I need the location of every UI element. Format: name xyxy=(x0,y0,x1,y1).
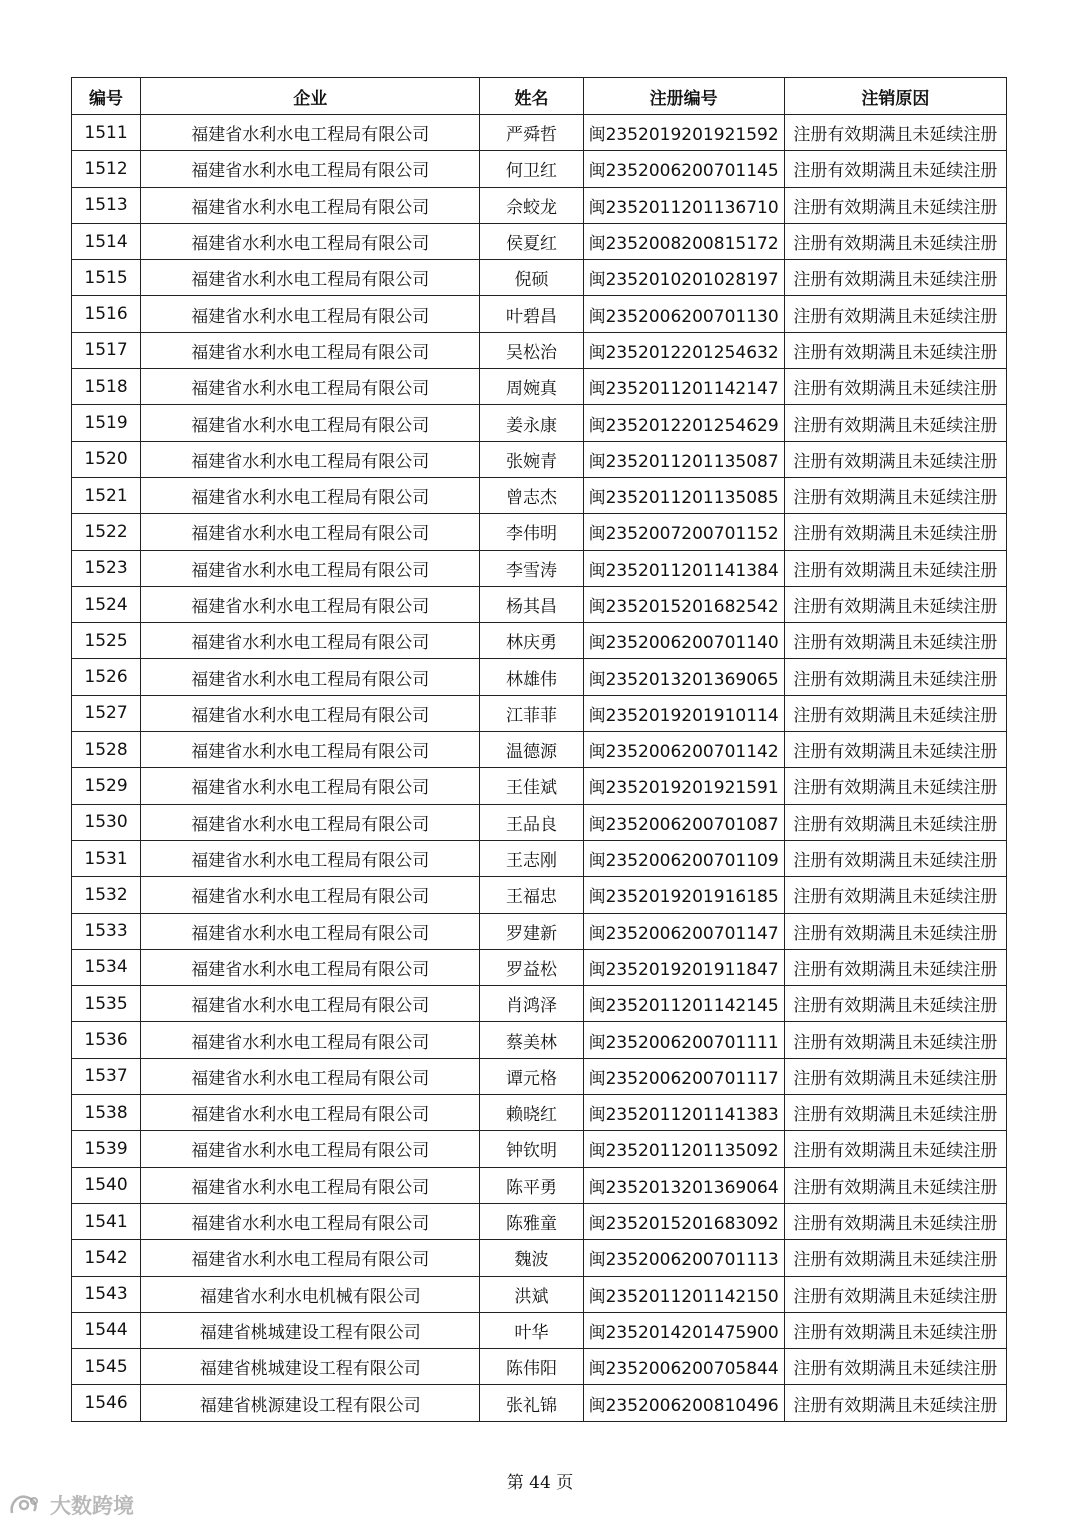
cell-reason: 注册有效期满且未延续注册 xyxy=(784,1385,1006,1421)
cell-number: 1541 xyxy=(72,1203,141,1239)
cell-company: 福建省水利水电工程局有限公司 xyxy=(141,695,480,731)
cell-company: 福建省水利水电工程局有限公司 xyxy=(141,586,480,622)
cell-registration-number: 闽2352011201135087 xyxy=(583,441,784,477)
table-row xyxy=(72,768,1007,804)
cell-name: 佘蛟龙 xyxy=(480,187,583,223)
cell-company: 福建省水利水电工程局有限公司 xyxy=(141,1167,480,1203)
cell-number: 1516 xyxy=(72,296,141,332)
cell-reason: 注册有效期满且未延续注册 xyxy=(784,877,1006,913)
cell-registration-number: 闽2352006200701145 xyxy=(583,151,784,187)
cell-registration-number: 闽2352006200701142 xyxy=(583,732,784,768)
cell-registration-number: 闽2352019201916185 xyxy=(583,877,784,913)
cell-registration-number: 闽2352011201141383 xyxy=(583,1095,784,1131)
cell-company: 福建省水利水电工程局有限公司 xyxy=(141,877,480,913)
cell-name: 李伟明 xyxy=(480,514,583,550)
cell-registration-number: 闽2352014201475900 xyxy=(583,1312,784,1348)
cell-reason: 注册有效期满且未延续注册 xyxy=(784,768,1006,804)
cell-number: 1535 xyxy=(72,986,141,1022)
cell-registration-number: 闽2352006200701130 xyxy=(583,296,784,332)
watermark xyxy=(8,1490,134,1520)
cell-reason: 注册有效期满且未延续注册 xyxy=(784,115,1006,151)
cell-number: 1528 xyxy=(72,732,141,768)
cell-company: 福建省水利水电工程局有限公司 xyxy=(141,949,480,985)
cell-name: 王品良 xyxy=(480,804,583,840)
table-row xyxy=(72,877,1007,913)
cell-company: 福建省水利水电工程局有限公司 xyxy=(141,840,480,876)
table-row xyxy=(72,260,1007,296)
cell-company: 福建省水利水电机械有限公司 xyxy=(141,1276,480,1312)
cell-registration-number: 闽2352011201142145 xyxy=(583,986,784,1022)
cell-number: 1533 xyxy=(72,913,141,949)
cell-name: 洪斌 xyxy=(480,1276,583,1312)
cell-name: 杨其昌 xyxy=(480,586,583,622)
cell-number: 1512 xyxy=(72,151,141,187)
cell-company: 福建省水利水电工程局有限公司 xyxy=(141,441,480,477)
cell-company: 福建省水利水电工程局有限公司 xyxy=(141,223,480,259)
cell-number: 1520 xyxy=(72,441,141,477)
cell-name: 赖晓红 xyxy=(480,1095,583,1131)
cell-company: 福建省水利水电工程局有限公司 xyxy=(141,260,480,296)
cell-number: 1522 xyxy=(72,514,141,550)
table-row xyxy=(72,1131,1007,1167)
cell-company: 福建省水利水电工程局有限公司 xyxy=(141,1022,480,1058)
table-row xyxy=(72,1095,1007,1131)
cell-name: 陈雅童 xyxy=(480,1203,583,1239)
cell-name: 何卫红 xyxy=(480,151,583,187)
cell-reason: 注册有效期满且未延续注册 xyxy=(784,804,1006,840)
cell-company: 福建省水利水电工程局有限公司 xyxy=(141,477,480,513)
cell-registration-number: 闽2352013201369064 xyxy=(583,1167,784,1203)
cell-company: 福建省水利水电工程局有限公司 xyxy=(141,623,480,659)
cell-number: 1531 xyxy=(72,840,141,876)
cell-registration-number: 闽2352019201921591 xyxy=(583,768,784,804)
cell-reason: 注册有效期满且未延续注册 xyxy=(784,514,1006,550)
cell-reason: 注册有效期满且未延续注册 xyxy=(784,986,1006,1022)
cell-registration-number: 闽2352012201254629 xyxy=(583,405,784,441)
cell-number: 1537 xyxy=(72,1058,141,1094)
page-number: 第 44 页 xyxy=(506,1473,574,1493)
table-row xyxy=(72,1385,1007,1421)
cell-reason: 注册有效期满且未延续注册 xyxy=(784,187,1006,223)
table-row xyxy=(72,586,1007,622)
cell-number: 1542 xyxy=(72,1240,141,1276)
cell-company: 福建省水利水电工程局有限公司 xyxy=(141,115,480,151)
cell-name: 肖鸿泽 xyxy=(480,986,583,1022)
cell-reason: 注册有效期满且未延续注册 xyxy=(784,1167,1006,1203)
cell-number: 1534 xyxy=(72,949,141,985)
cell-number: 1511 xyxy=(72,115,141,151)
cell-number: 1524 xyxy=(72,586,141,622)
cell-registration-number: 闽2352008200815172 xyxy=(583,223,784,259)
cell-name: 姜永康 xyxy=(480,405,583,441)
cell-registration-number: 闽2352011201135092 xyxy=(583,1131,784,1167)
header-reason: 注销原因 xyxy=(784,78,1006,115)
cell-reason: 注册有效期满且未延续注册 xyxy=(784,695,1006,731)
cell-name: 温德源 xyxy=(480,732,583,768)
cell-number: 1539 xyxy=(72,1131,141,1167)
cell-name: 李雪涛 xyxy=(480,550,583,586)
cell-name: 吴松治 xyxy=(480,332,583,368)
table-row xyxy=(72,332,1007,368)
table-row xyxy=(72,296,1007,332)
cell-company: 福建省水利水电工程局有限公司 xyxy=(141,1240,480,1276)
cell-name: 钟钦明 xyxy=(480,1131,583,1167)
table-row xyxy=(72,732,1007,768)
cell-company: 福建省水利水电工程局有限公司 xyxy=(141,1058,480,1094)
cell-reason: 注册有效期满且未延续注册 xyxy=(784,586,1006,622)
cell-reason: 注册有效期满且未延续注册 xyxy=(784,405,1006,441)
cell-registration-number: 闽2352006200810496 xyxy=(583,1385,784,1421)
cell-registration-number: 闽2352006200705844 xyxy=(583,1349,784,1385)
cell-registration-number: 闽2352006200701147 xyxy=(583,913,784,949)
cell-number: 1538 xyxy=(72,1095,141,1131)
deregistration-table xyxy=(71,77,1007,1422)
table-row xyxy=(72,804,1007,840)
cell-number: 1543 xyxy=(72,1276,141,1312)
cell-number: 1527 xyxy=(72,695,141,731)
cell-reason: 注册有效期满且未延续注册 xyxy=(784,913,1006,949)
table-row xyxy=(72,1167,1007,1203)
table-body xyxy=(72,115,1007,1422)
header-company: 企业 xyxy=(141,78,480,115)
logo-icon xyxy=(8,1491,44,1519)
cell-registration-number: 闽2352006200701113 xyxy=(583,1240,784,1276)
cell-company: 福建省水利水电工程局有限公司 xyxy=(141,151,480,187)
header-number: 编号 xyxy=(72,78,141,115)
cell-company: 福建省水利水电工程局有限公司 xyxy=(141,296,480,332)
cell-name: 周婉真 xyxy=(480,369,583,405)
cell-company: 福建省水利水电工程局有限公司 xyxy=(141,804,480,840)
header-name: 姓名 xyxy=(480,78,583,115)
table-row xyxy=(72,1349,1007,1385)
table-row xyxy=(72,1312,1007,1348)
cell-name: 叶华 xyxy=(480,1312,583,1348)
cell-name: 王志刚 xyxy=(480,840,583,876)
cell-name: 王福忠 xyxy=(480,877,583,913)
cell-registration-number: 闽2352007200701152 xyxy=(583,514,784,550)
header-registration-number: 注册编号 xyxy=(583,78,784,115)
cell-reason: 注册有效期满且未延续注册 xyxy=(784,441,1006,477)
cell-registration-number: 闽2352019201910114 xyxy=(583,695,784,731)
cell-name: 侯夏红 xyxy=(480,223,583,259)
table-row xyxy=(72,115,1007,151)
table-row xyxy=(72,441,1007,477)
table-row xyxy=(72,1240,1007,1276)
cell-company: 福建省水利水电工程局有限公司 xyxy=(141,913,480,949)
table-row xyxy=(72,369,1007,405)
table-row xyxy=(72,1276,1007,1312)
cell-number: 1529 xyxy=(72,768,141,804)
cell-registration-number: 闽2352006200701111 xyxy=(583,1022,784,1058)
cell-name: 魏波 xyxy=(480,1240,583,1276)
cell-number: 1525 xyxy=(72,623,141,659)
cell-registration-number: 闽2352013201369065 xyxy=(583,659,784,695)
cell-name: 张礼锦 xyxy=(480,1385,583,1421)
cell-registration-number: 闽2352011201141384 xyxy=(583,550,784,586)
cell-company: 福建省水利水电工程局有限公司 xyxy=(141,1131,480,1167)
cell-company: 福建省水利水电工程局有限公司 xyxy=(141,550,480,586)
cell-reason: 注册有效期满且未延续注册 xyxy=(784,477,1006,513)
cell-reason: 注册有效期满且未延续注册 xyxy=(784,151,1006,187)
cell-reason: 注册有效期满且未延续注册 xyxy=(784,732,1006,768)
cell-reason: 注册有效期满且未延续注册 xyxy=(784,1058,1006,1094)
table-row xyxy=(72,913,1007,949)
cell-company: 福建省水利水电工程局有限公司 xyxy=(141,732,480,768)
table-row xyxy=(72,405,1007,441)
cell-number: 1526 xyxy=(72,659,141,695)
table-row xyxy=(72,477,1007,513)
cell-reason: 注册有效期满且未延续注册 xyxy=(784,1203,1006,1239)
cell-reason: 注册有效期满且未延续注册 xyxy=(784,840,1006,876)
cell-company: 福建省水利水电工程局有限公司 xyxy=(141,1095,480,1131)
cell-company: 福建省水利水电工程局有限公司 xyxy=(141,332,480,368)
cell-name: 林雄伟 xyxy=(480,659,583,695)
table-row xyxy=(72,1203,1007,1239)
cell-name: 严舜哲 xyxy=(480,115,583,151)
table-row xyxy=(72,623,1007,659)
table-row xyxy=(72,1058,1007,1094)
cell-number: 1513 xyxy=(72,187,141,223)
cell-registration-number: 闽2352015201683092 xyxy=(583,1203,784,1239)
cell-number: 1536 xyxy=(72,1022,141,1058)
cell-reason: 注册有效期满且未延续注册 xyxy=(784,1095,1006,1131)
cell-company: 福建省水利水电工程局有限公司 xyxy=(141,405,480,441)
table-row xyxy=(72,151,1007,187)
cell-number: 1514 xyxy=(72,223,141,259)
cell-company: 福建省水利水电工程局有限公司 xyxy=(141,1203,480,1239)
cell-number: 1540 xyxy=(72,1167,141,1203)
cell-registration-number: 闽2352006200701087 xyxy=(583,804,784,840)
cell-name: 谭元格 xyxy=(480,1058,583,1094)
cell-name: 张婉青 xyxy=(480,441,583,477)
cell-reason: 注册有效期满且未延续注册 xyxy=(784,1240,1006,1276)
table-header-row xyxy=(72,78,1007,115)
cell-company: 福建省桃城建设工程有限公司 xyxy=(141,1349,480,1385)
cell-name: 曾志杰 xyxy=(480,477,583,513)
cell-registration-number: 闽2352006200701109 xyxy=(583,840,784,876)
cell-name: 倪硕 xyxy=(480,260,583,296)
cell-company: 福建省水利水电工程局有限公司 xyxy=(141,659,480,695)
cell-name: 陈伟阳 xyxy=(480,1349,583,1385)
cell-number: 1546 xyxy=(72,1385,141,1421)
cell-reason: 注册有效期满且未延续注册 xyxy=(784,260,1006,296)
cell-registration-number: 闽2352011201142147 xyxy=(583,369,784,405)
cell-reason: 注册有效期满且未延续注册 xyxy=(784,659,1006,695)
cell-registration-number: 闽2352019201911847 xyxy=(583,949,784,985)
cell-number: 1523 xyxy=(72,550,141,586)
cell-reason: 注册有效期满且未延续注册 xyxy=(784,1276,1006,1312)
cell-reason: 注册有效期满且未延续注册 xyxy=(784,332,1006,368)
table-row xyxy=(72,840,1007,876)
cell-number: 1518 xyxy=(72,369,141,405)
cell-reason: 注册有效期满且未延续注册 xyxy=(784,1349,1006,1385)
cell-registration-number: 闽2352006200701140 xyxy=(583,623,784,659)
table-row xyxy=(72,223,1007,259)
cell-name: 陈平勇 xyxy=(480,1167,583,1203)
cell-name: 罗益松 xyxy=(480,949,583,985)
watermark-text: 大数跨境 xyxy=(50,1494,134,1518)
cell-number: 1545 xyxy=(72,1349,141,1385)
cell-reason: 注册有效期满且未延续注册 xyxy=(784,550,1006,586)
cell-registration-number: 闽2352011201142150 xyxy=(583,1276,784,1312)
cell-company: 福建省桃城建设工程有限公司 xyxy=(141,1312,480,1348)
cell-registration-number: 闽2352015201682542 xyxy=(583,586,784,622)
cell-company: 福建省水利水电工程局有限公司 xyxy=(141,514,480,550)
cell-name: 蔡美林 xyxy=(480,1022,583,1058)
table-row xyxy=(72,1022,1007,1058)
cell-company: 福建省水利水电工程局有限公司 xyxy=(141,768,480,804)
cell-name: 江菲菲 xyxy=(480,695,583,731)
cell-number: 1519 xyxy=(72,405,141,441)
cell-number: 1515 xyxy=(72,260,141,296)
table-row xyxy=(72,187,1007,223)
cell-name: 林庆勇 xyxy=(480,623,583,659)
cell-name: 罗建新 xyxy=(480,913,583,949)
cell-number: 1521 xyxy=(72,477,141,513)
cell-reason: 注册有效期满且未延续注册 xyxy=(784,949,1006,985)
table-row xyxy=(72,659,1007,695)
cell-number: 1530 xyxy=(72,804,141,840)
cell-reason: 注册有效期满且未延续注册 xyxy=(784,369,1006,405)
table-row xyxy=(72,986,1007,1022)
table-row xyxy=(72,695,1007,731)
cell-registration-number: 闽2352006200701117 xyxy=(583,1058,784,1094)
cell-registration-number: 闽2352012201254632 xyxy=(583,332,784,368)
cell-number: 1517 xyxy=(72,332,141,368)
cell-registration-number: 闽2352019201921592 xyxy=(583,115,784,151)
cell-name: 王佳斌 xyxy=(480,768,583,804)
cell-reason: 注册有效期满且未延续注册 xyxy=(784,623,1006,659)
cell-reason: 注册有效期满且未延续注册 xyxy=(784,296,1006,332)
cell-company: 福建省水利水电工程局有限公司 xyxy=(141,369,480,405)
cell-registration-number: 闽2352011201135085 xyxy=(583,477,784,513)
cell-company: 福建省桃源建设工程有限公司 xyxy=(141,1385,480,1421)
table-row xyxy=(72,550,1007,586)
cell-reason: 注册有效期满且未延续注册 xyxy=(784,223,1006,259)
cell-company: 福建省水利水电工程局有限公司 xyxy=(141,187,480,223)
cell-number: 1544 xyxy=(72,1312,141,1348)
cell-reason: 注册有效期满且未延续注册 xyxy=(784,1131,1006,1167)
cell-registration-number: 闽2352010201028197 xyxy=(583,260,784,296)
table-row xyxy=(72,514,1007,550)
cell-reason: 注册有效期满且未延续注册 xyxy=(784,1022,1006,1058)
cell-number: 1532 xyxy=(72,877,141,913)
cell-name: 叶碧昌 xyxy=(480,296,583,332)
cell-registration-number: 闽2352011201136710 xyxy=(583,187,784,223)
cell-company: 福建省水利水电工程局有限公司 xyxy=(141,986,480,1022)
table-row xyxy=(72,949,1007,985)
cell-reason: 注册有效期满且未延续注册 xyxy=(784,1312,1006,1348)
